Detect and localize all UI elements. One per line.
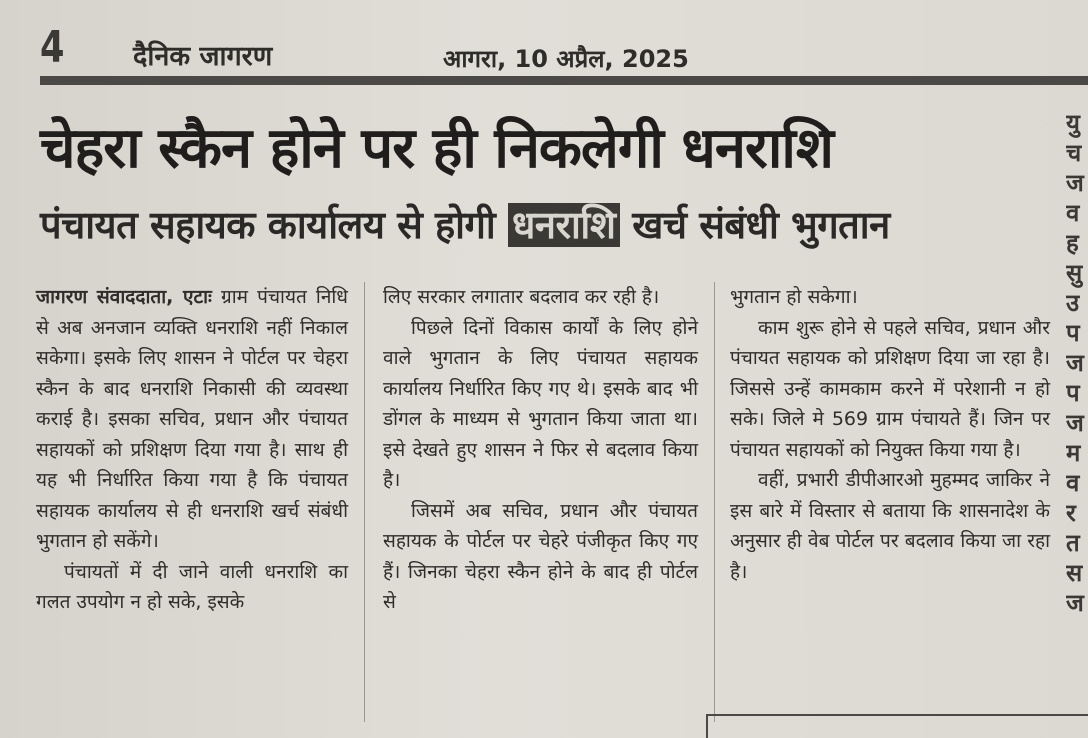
col3-paragraph-3: वहीं, प्रभारी डीपीआरओ मुहम्मद जाकिर ने इस बारे में विस्तार से बताया कि शासनादेश के अनुसार ही वेब पोर्टल पर बदलाव किया जा रहा है। (730, 469, 1050, 583)
edge-fragment-char: प (1066, 319, 1080, 347)
column-divider (714, 282, 715, 722)
col2-paragraph-3: जिसमें अब सचिव, प्रधान और पंचायत सहायक के पोर्टल पर चेहरे पंजीकृत किए गए हैं। जिनका चेहरा स्कैन होने के बाद ही पोर्टल से (383, 499, 698, 613)
masthead (0, 0, 1088, 92)
col1-paragraph-2: पंचायतों में दी जाने वाली धनराशि का गलत उपयोग न हो सके, इसके (36, 560, 348, 613)
col2-paragraph-1: लिए सरकार लगातार बदलाव कर रही है। (383, 286, 660, 308)
edge-fragment-char: ज (1066, 589, 1084, 617)
masthead-rule (40, 76, 1088, 85)
edge-fragment-char: स (1066, 559, 1083, 587)
headline: चेहरा स्कैन होने पर ही निकलेगी धनराशि (40, 116, 833, 181)
next-article-box (706, 714, 1088, 738)
edge-fragment-char: र (1066, 499, 1076, 527)
col1-paragraph-1-text: ग्राम पंचायत निधि से अब अनजान व्यक्ति धनराशि नहीं निकाल सकेगा। इसके लिए शासन ने पोर्टल पर चेहरा स्कैन के बाद धनराशि निकासी की व्यवस्था कराई है। इसका सचिव, प्रधान और पंचायत सहायकों को प्रशिक्षण दिया गया है। साथ ही यह भी निर्धारित किया गया है कि पंचायत सहायक कार्यालय से ही धनराशि खर्च संबंधी भुगतान हो सकेंगे। (36, 286, 348, 552)
article-column-3 (730, 282, 1050, 587)
newspaper-name: दैनिक जागरण (133, 41, 273, 72)
col3-paragraph-2: काम शुरू होने से पहले सचिव, प्रधान और पंचायत सहायक को प्रशिक्षण दिया जा रहा है। जिससे उन्हें कामकाम करने में परेशानी न हो सके। जिले मे 569 ग्राम पंचायते हैं। जिन पर पंचायत सहायकों को नियुक्त किया गया है। (730, 316, 1050, 461)
edge-fragment-char: त (1066, 529, 1080, 557)
edge-fragment-char: च (1066, 139, 1082, 167)
edge-fragment-char: उ (1066, 289, 1080, 317)
edge-fragment-char: प (1066, 379, 1080, 407)
edge-fragment-char: व (1066, 469, 1080, 497)
edge-fragment-char: ह (1066, 229, 1079, 257)
subhead-highlight: धनराशि (508, 203, 620, 247)
col3-paragraph-1: भुगतान हो सकेगा। (730, 286, 858, 308)
adjacent-article-fragment (1066, 108, 1088, 618)
edge-fragment-char: सु (1066, 259, 1083, 287)
col2-paragraph-2: पिछले दिनों विकास कार्यों के लिए होने वाले भुगतान के लिए पंचायत सहायक कार्यालय निर्धारित किए गए थे। इसके बाद भी डोंगल के माध्यम से भुगतान किया जाता था। इसे देखते हुए शासन ने फिर से बदलाव किया है। (383, 316, 698, 491)
edge-fragment-char: व (1066, 199, 1080, 227)
subhead-text-before: पंचायत सहायक कार्यालय से होगी (40, 203, 496, 247)
article-column-2 (383, 282, 698, 618)
byline: जागरण संवाददाता, एटाः (36, 286, 212, 308)
page-number: 4 (40, 22, 65, 73)
edge-fragment-char: ज (1066, 409, 1084, 437)
article-column-1 (36, 282, 348, 618)
subheadline (40, 198, 890, 250)
edge-fragment-char: यु (1066, 109, 1080, 137)
subhead-text-after: खर्च संबंधी भुगतान (632, 203, 890, 247)
edge-fragment-char: म (1066, 439, 1081, 467)
column-divider (364, 282, 365, 722)
edge-fragment-char: ज (1066, 349, 1084, 377)
col1-paragraph-1 (36, 282, 348, 557)
dateline: आगरा, 10 अप्रैल, 2025 (443, 45, 689, 73)
edge-fragment-char: ज (1066, 169, 1084, 197)
